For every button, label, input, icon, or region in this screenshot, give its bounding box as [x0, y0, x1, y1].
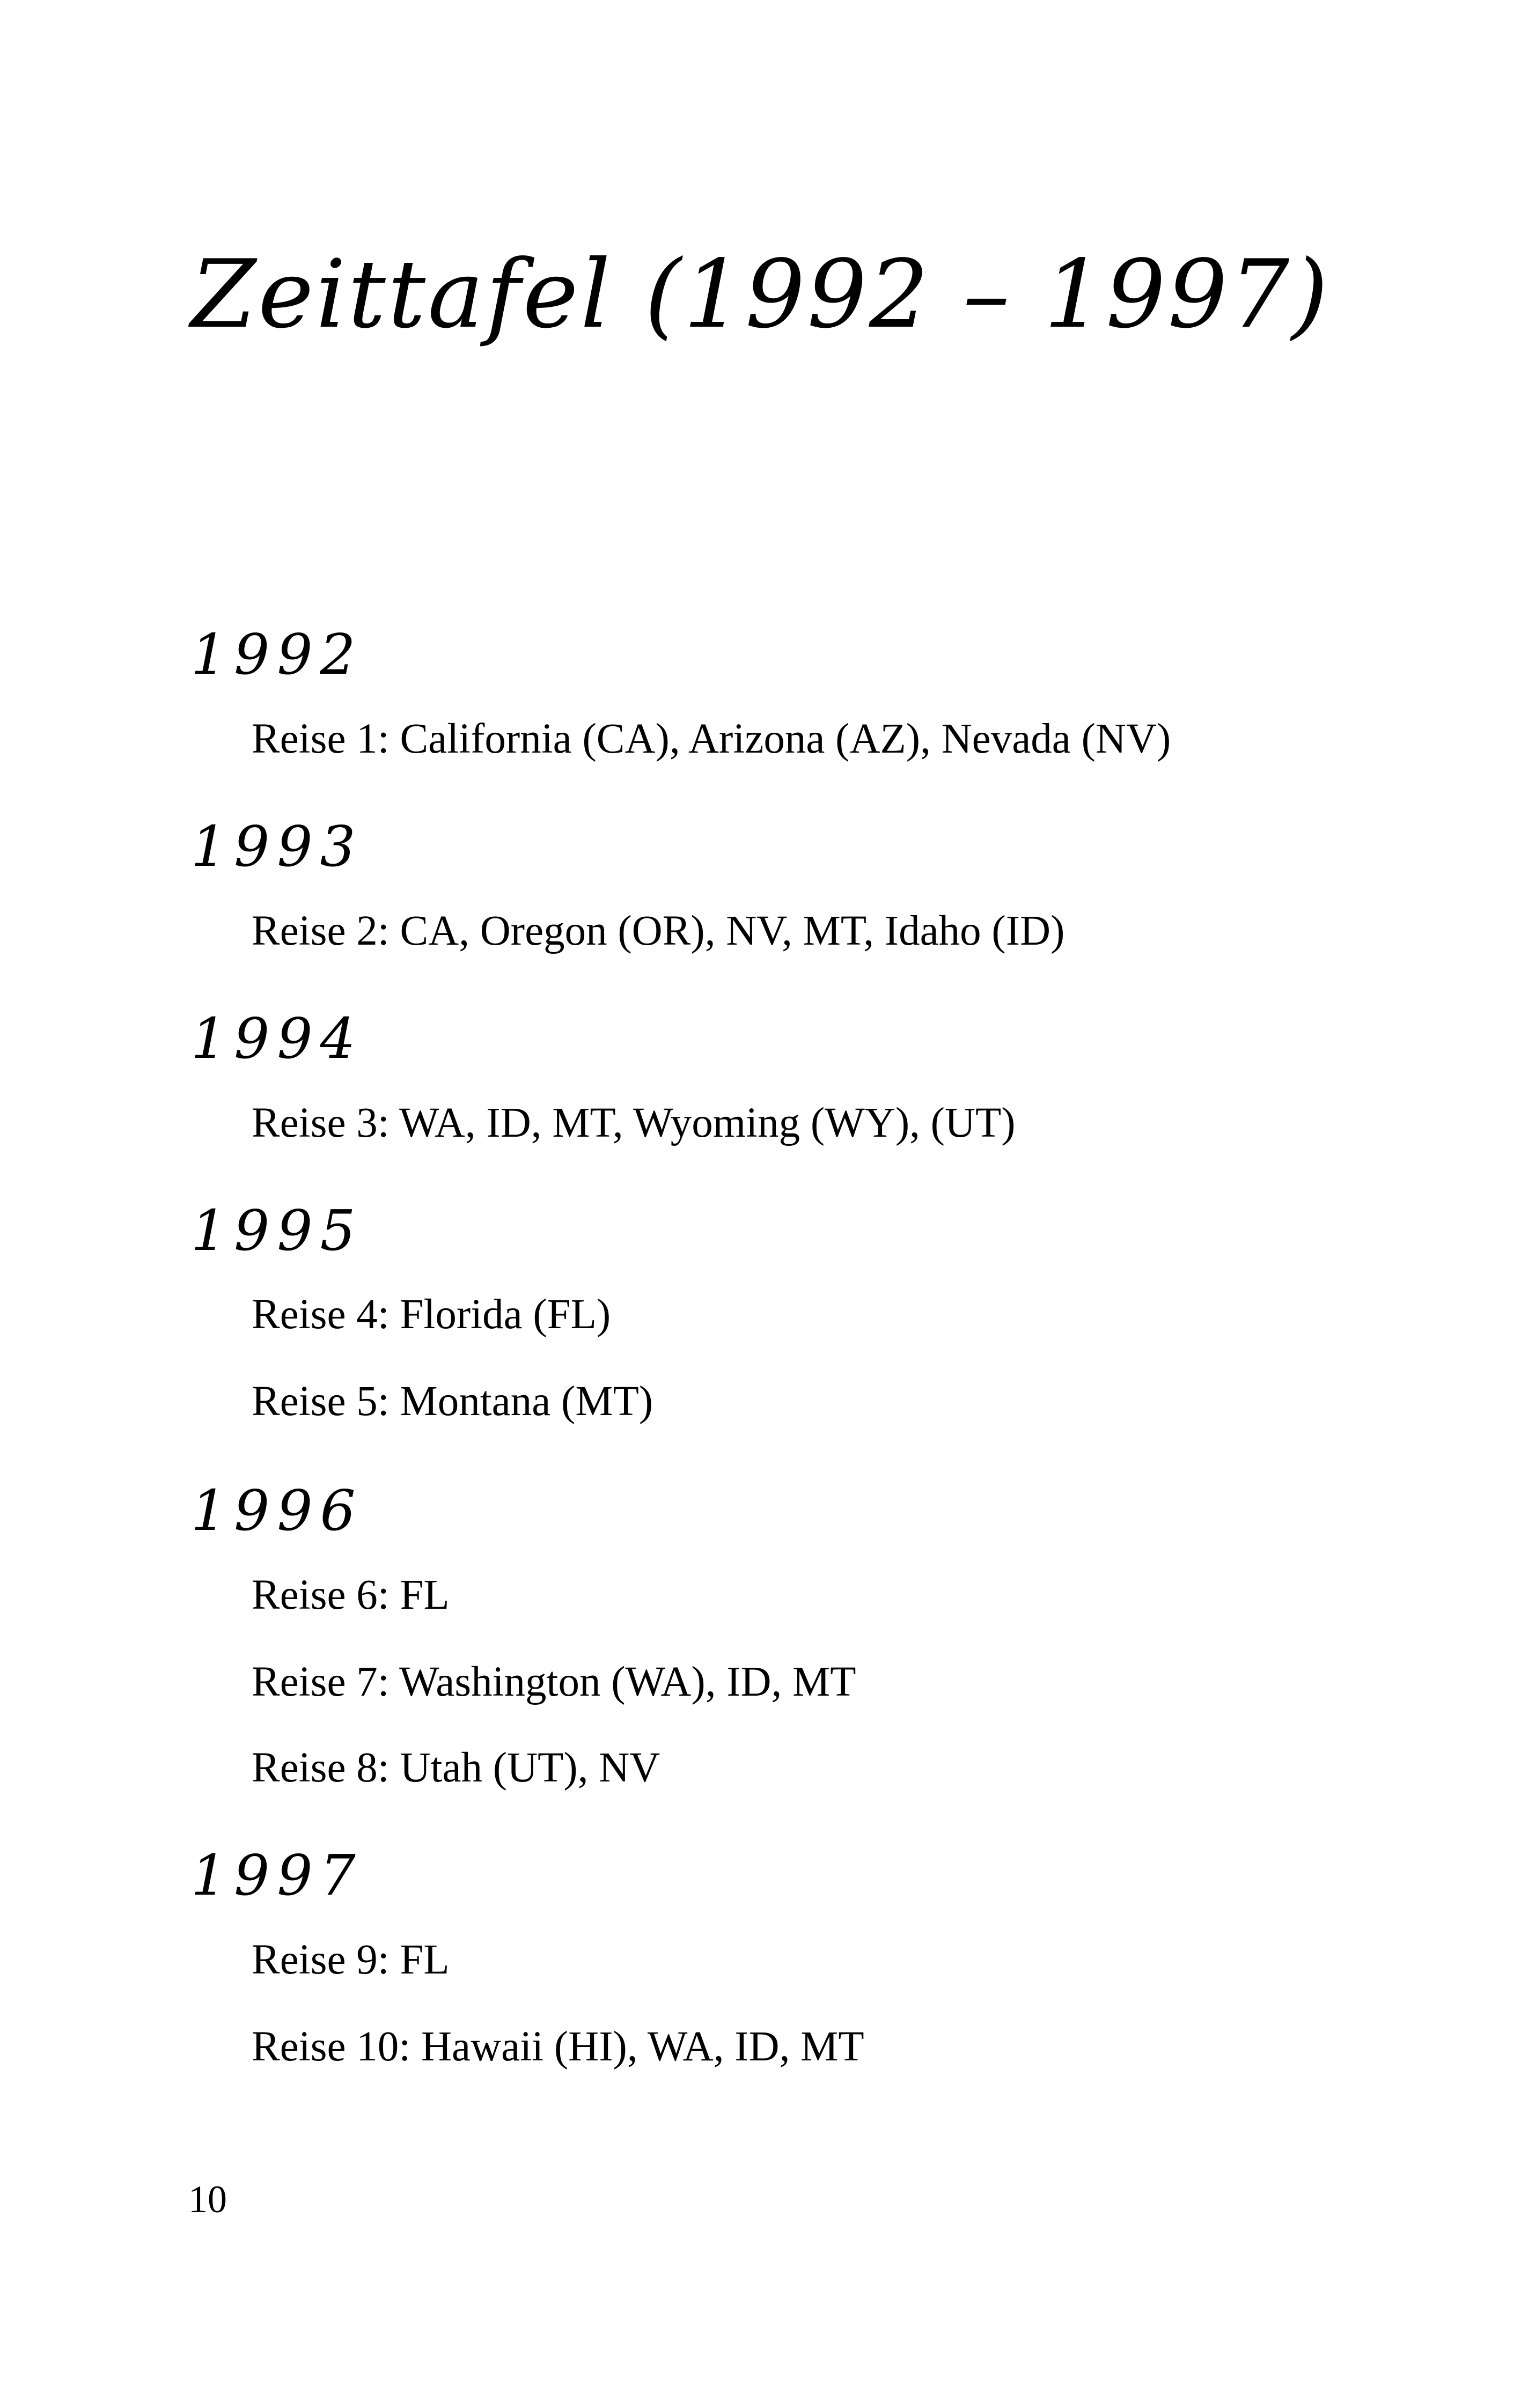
- trip-entry: Reise 6: FL: [252, 1572, 450, 1618]
- page-title: Zeittafel (1992 – 1997): [190, 240, 1331, 349]
- year-heading: 1994: [191, 1006, 363, 1071]
- year-heading: 1996: [191, 1478, 363, 1543]
- trip-entry: Reise 10: Hawaii (HI), WA, ID, MT: [252, 2023, 864, 2070]
- trip-entry: Reise 2: CA, Oregon (OR), NV, MT, Idaho (ID): [252, 908, 1065, 954]
- trip-entry: Reise 9: FL: [252, 1936, 450, 1983]
- year-heading: 1995: [191, 1198, 363, 1263]
- trip-entry: Reise 1: California (CA), Arizona (AZ), Nevada (NV): [252, 716, 1171, 762]
- trip-entry: Reise 4: Florida (FL): [252, 1291, 611, 1338]
- trip-entry: Reise 5: Montana (MT): [252, 1378, 653, 1425]
- year-heading: 1997: [191, 1843, 363, 1908]
- trip-entry: Reise 3: WA, ID, MT, Wyoming (WY), (UT): [252, 1100, 1016, 1146]
- trip-entry: Reise 7: Washington (WA), ID, MT: [252, 1659, 856, 1705]
- trip-entry: Reise 8: Utah (UT), NV: [252, 1744, 660, 1791]
- page-number: 10: [188, 2178, 227, 2221]
- year-heading: 1992: [191, 622, 363, 687]
- year-heading: 1993: [191, 814, 363, 879]
